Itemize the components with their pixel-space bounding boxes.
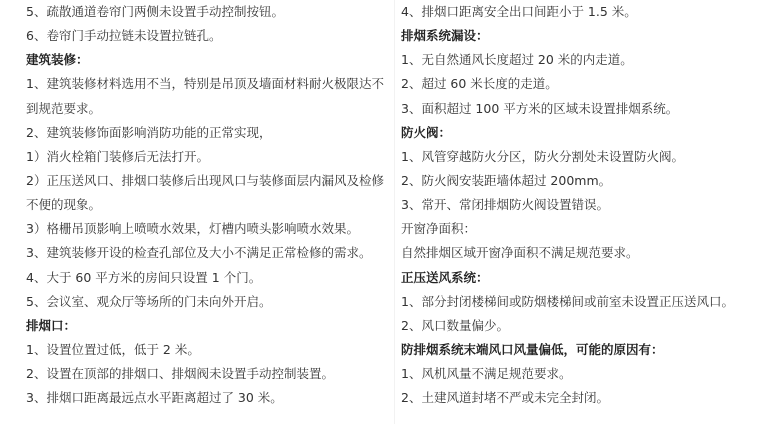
left-text-line: 5、会议室、观众厅等场所的门未向外开启。: [26, 293, 272, 309]
left-text-line: 6、卷帘门手动拉链未设置拉链孔。: [26, 28, 222, 44]
right-text-line: 1、无自然通风长度超过 20 米的内走道。: [401, 52, 633, 68]
left-column: [26, 0, 396, 410]
left-text-line: 3、排烟口距离最远点水平距离超过了 30 米。: [26, 390, 283, 406]
right-text-line: 3、面积超过 100 平方米的区域未设置排烟系统。: [401, 100, 679, 116]
left-text-line: 1）消火栓箱门装修后无法打开。: [26, 148, 209, 164]
right-text-line: 3、常开、常闭排烟防火阀设置错误。: [401, 197, 609, 213]
right-text-line: 2、超过 60 米长度的走道。: [401, 76, 558, 92]
left-text-line: 4、大于 60 平方米的房间只设置 1 个门。: [26, 269, 262, 285]
right-section-heading: 排烟系统漏设：: [401, 28, 489, 44]
left-text-line: 3）格栅吊顶影响上喷喷水效果，灯槽内喷头影响喷水效果。: [26, 221, 359, 237]
right-section-heading: 防火阀：: [401, 124, 452, 140]
column-divider: [394, 0, 395, 424]
right-text-line: 4、排烟口距离安全出口间距小于 1.5 米。: [401, 4, 637, 19]
left-text-line: 1、设置位置过低，低于 2 米。: [26, 341, 200, 357]
right-text-line: 自然排烟区域开窗净面积不满足规范要求。: [401, 245, 639, 261]
right-section-heading: 防排烟系统末端风口风量偏低，可能的原因有：: [401, 341, 664, 357]
left-text-line: 2、设置在顶部的排烟口、排烟阀未设置手动控制装置。: [26, 366, 334, 382]
left-text-line: 到规范要求。: [26, 100, 102, 116]
right-text-line: 2、防火阀安装距墙体超过 200mm。: [401, 172, 612, 188]
left-text-line: 2）正压送风口、排烟口装修后出现风口与装修面层内漏风及检修: [26, 172, 384, 188]
left-section-heading: 排烟口：: [26, 317, 77, 333]
right-text-line: 1、风管穿越防火分区，防火分割处未设置防火阀。: [401, 148, 684, 164]
right-section-heading: 正压送风系统：: [401, 269, 489, 285]
left-text-line: 3、建筑装修开设的检查孔部位及大小不满足正常检修的需求。: [26, 245, 372, 261]
right-text-line: 2、土建风道封堵不严或未完全封闭。: [401, 390, 609, 406]
left-text-line: 1、建筑装修材料选用不当，特别是吊顶及墙面材料耐火极限达不: [26, 76, 384, 92]
right-text-line: 1、风机风量不满足规范要求。: [401, 366, 572, 382]
left-text-line: 5、疏散通道卷帘门两侧未设置手动控制按钮。: [26, 4, 284, 19]
right-text-line: 2、风口数量偏少。: [401, 317, 509, 333]
left-section-heading: 建筑装修：: [26, 52, 89, 68]
right-text-line: 1、部分封闭楼梯间或防烟楼梯间或前室未设置正压送风口。: [401, 293, 734, 309]
right-text-line: 开窗净面积：: [401, 221, 477, 237]
right-column: [401, 0, 751, 410]
left-text-line: 不便的现象。: [26, 197, 102, 213]
left-text-line: 2、建筑装修饰面影响消防功能的正常实现，: [26, 124, 272, 140]
